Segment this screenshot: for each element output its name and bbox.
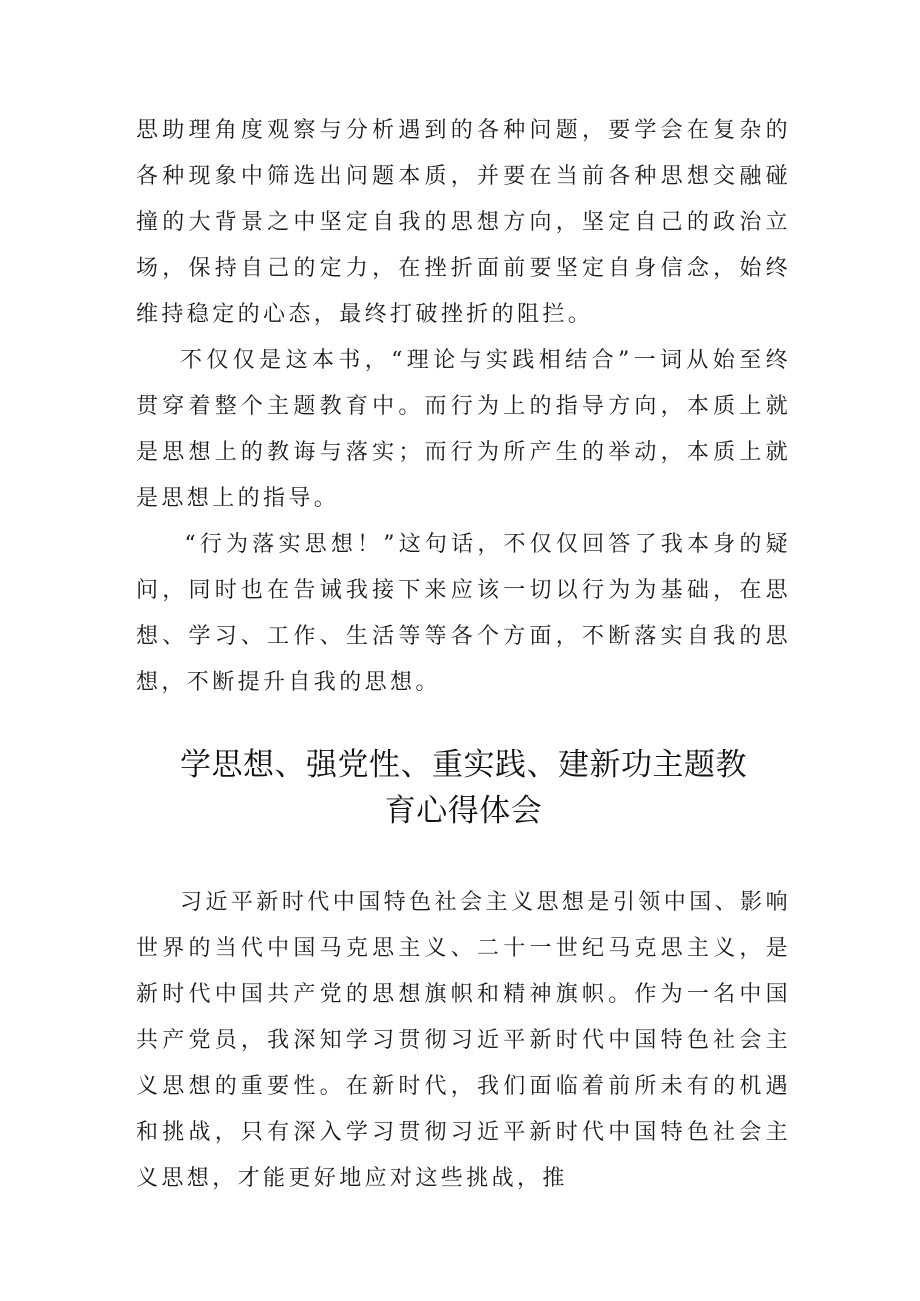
paragraph-theory-practice: 不仅仅是这本书，“理论与实践相结合”一词从始至终贯穿着整个主题教育中。而行为上的指导方向，本质上就是思想上的教诲与落实；而行为所产生的举动，本质上就是思想上的指导。 [136, 348, 791, 511]
body-text-bottom [136, 880, 791, 1202]
paragraph-action-thought: “行为落实思想！”这句话，不仅仅回答了我本身的疑问，同时也在告诫我接下来应该一切以行为为基础，在思想、学习、工作、生活等等各个方面，不断落实自我的思想，不断提升自我的思想。 [136, 532, 791, 695]
body-text-top [136, 108, 791, 706]
paragraph-xi-thought: 习近平新时代中国特色社会主义思想是引领中国、影响世界的当代中国马克思主义、二十一世纪马克思主义，是新时代中国共产党的思想旗帜和精神旗帜。作为一名中国共产党员，我深知学习贯彻习近平新时代中国特色社会主义思想的重要性。在新时代，我们面临着前所未有的机遇和挑战，只有深入学习贯彻习近平新时代中国特色社会主义思想，才能更好地应对这些挑战，推 [136, 890, 791, 1191]
section-title-line-2: 育心得体会 [384, 793, 543, 829]
paragraph-continued: 思助理角度观察与分析遇到的各种问题，要学会在复杂的各种现象中筛选出问题本质，并要在当前各种思想交融碰撞的大背景之中坚定自我的思想方向，坚定自己的政治立场，保持自己的定力，在挫折面前要坚定自身信念，始终维持稳定的心态，最终打破挫折的阻拦。 [136, 118, 791, 327]
section-title [136, 742, 791, 834]
section-title-line-1: 学思想、强党性、重实践、建新功主题教 [180, 747, 747, 783]
